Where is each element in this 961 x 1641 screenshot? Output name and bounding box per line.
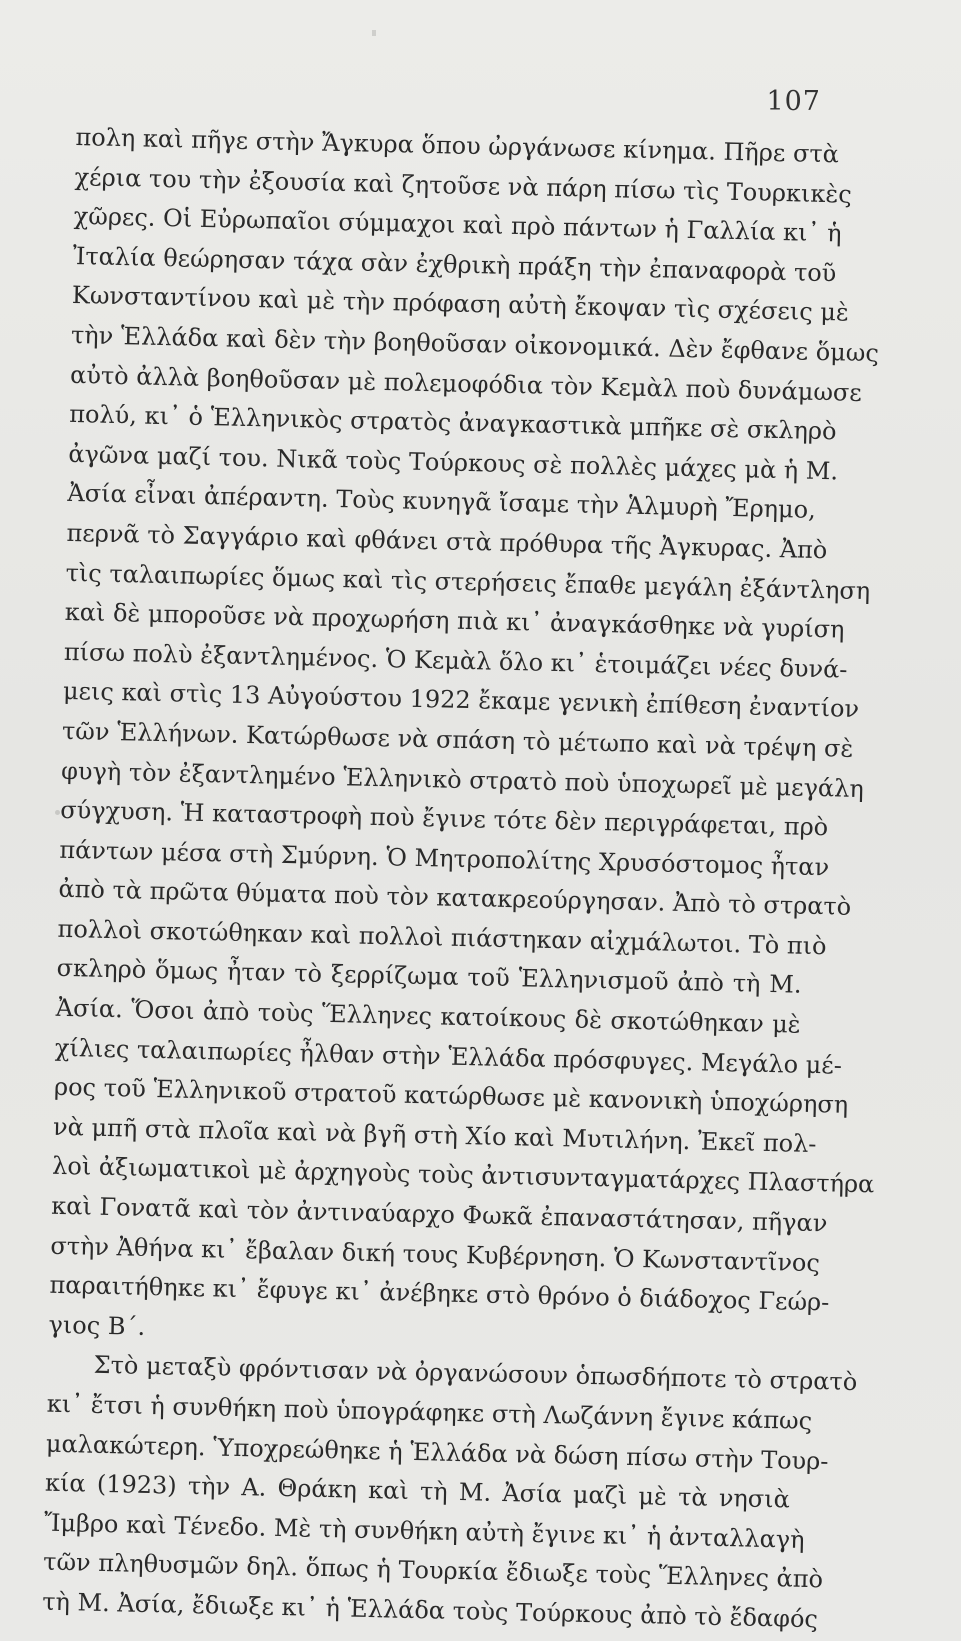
text-line: καὶ Γονατᾶ καὶ τὸν ἀντιναύαρχο Φωκᾶ ἐπαναστάτησαν, πῆγαν xyxy=(50,1191,828,1238)
text-line: ρος τοῦ Ἑλληνικοῦ στρατοῦ κατώρθωσε μὲ κανονικὴ ὑποχώρηση xyxy=(53,1073,849,1120)
text-line: τὴν Ἑλλάδα καὶ δὲν τὴν βοηθοῦσαν οἰκονομικά. Δὲν ἔφθανε ὅμως xyxy=(70,320,880,368)
text-line: Ἀσία. Ὅσοι ἀπὸ τοὺς Ἕλληνες κατοίκους δὲ σκοτώθηκαν μὲ xyxy=(55,993,801,1039)
text-line: σκληρὸ ὅμως ἦταν τὸ ξερρίζωμα τοῦ Ἑλληνισμοῦ ἀπὸ τὴ Μ. xyxy=(56,954,802,1000)
text-line: αὐτὸ ἀλλὰ βοηθοῦσαν μὲ πολεμοφόδια τὸν Κεμὰλ ποὺ δυνάμωσε xyxy=(69,360,863,407)
text-line: μαλακώτερη. Ὑποχρεώθηκε ἡ Ἑλλάδα νὰ δώση πίσω στὴν Τουρ- xyxy=(45,1429,829,1476)
text-line: πολύ, κι᾿ ὁ Ἑλληνικὸς στρατὸς ἀναγκαστικὰ μπῆκε σὲ σκληρὸ xyxy=(68,400,837,446)
text-line: χίλιες ταλαιπωρίες ἦλθαν στὴν Ἑλλάδα πρόσφυγες. Μεγάλο μέ- xyxy=(54,1033,843,1080)
text-line: τῶν Ἑλλήνων. Κατώρθωσε νὰ σπάση τὸ μέτωπο καὶ νὰ τρέψη σὲ xyxy=(61,716,854,763)
text-line: περνᾶ τὸ Σαγγάριο καὶ φθάνει στὰ πρόθυρα τῆς Ἀγκυρας. Ἀπὸ xyxy=(66,518,828,565)
text-line: Ἀσία εἶναι ἀπέραντη. Τοὺς κυνηγᾶ ἴσαμε τὴν Ἁλμυρὴ Ἔρημο, xyxy=(67,479,817,525)
text-line: μεις καὶ στὶς 13 Αὐγούστου 1922 ἔκαμε γενικὴ ἐπίθεση ἐναντίον xyxy=(62,677,860,724)
text-line: κία (1923) τὴν Α. Θράκη καὶ τὴ Μ. Ἀσία μαζὶ μὲ τὰ νησιὰ xyxy=(44,1468,791,1514)
page-number: 107 xyxy=(766,86,821,117)
text-line: καὶ δὲ μποροῦσε νὰ προχωρήση πιὰ κι᾿ ἀναγκάσθηκε νὰ γυρίση xyxy=(64,598,845,644)
text-line: παραιτήθηκε κι᾿ ἔφυγε κι᾿ ἀνέβηκε στὸ θρόνο ὁ διάδοχος Γεώρ- xyxy=(49,1270,830,1317)
text-line: πολη καὶ πῆγε στὴν Ἄγκυρα ὅπου ὠργάνωσε κίνημα. Πῆρε στὰ xyxy=(75,122,840,169)
text-line: νὰ μπῆ στὰ πλοῖα καὶ νὰ βγῆ στὴ Χίο καὶ Μυτιλήνη. Ἐκεῖ πολ- xyxy=(52,1112,817,1158)
text-line: λοὶ ἀξιωματικοὶ μὲ ἀρχηγοὺς τοὺς ἀντισυνταγματάρχες Πλαστήρα xyxy=(51,1152,875,1199)
text-line: Κωνσταντίνου καὶ μὲ τὴν πρόφαση αὐτὴ ἔκοψαν τὶς σχέσεις μὲ xyxy=(71,281,850,327)
text-line: πάντων μέσα στὴ Σμύρνη. Ὁ Μητροπολίτης Χρυσόστομος ἦταν xyxy=(59,835,830,881)
text-line: τὴ Μ. Ἀσία, ἔδιωξε κι᾿ ἡ Ἑλλάδα τοὺς Τούρκους ἀπὸ τὸ ἔδαφός xyxy=(42,1587,819,1634)
text-line: χῶρες. Οἱ Εὐρωπαῖοι σύμμαχοι καὶ πρὸ πάντων ἡ Γαλλία κι᾿ ἡ xyxy=(73,202,842,248)
text-line: χέρια του τὴν ἐξουσία καὶ ζητοῦσε νὰ πάρη πίσω τὶς Τουρκικὲς xyxy=(74,162,853,209)
text-line: πίσω πολὺ ἐξαντλημένος. Ὁ Κεμὰλ ὅλο κι᾿ ἑτοιμάζει νέες δυνά- xyxy=(63,637,848,684)
text-line: ἀπὸ τὰ πρῶτα θύματα ποὺ τὸν κατακρεούργησαν. Ἀπὸ τὸ στρατὸ xyxy=(58,875,852,922)
text-line: φυγὴ τὸν ἐξαντλημένο Ἑλληνικὸ στρατὸ ποὺ ὑποχωρεῖ μὲ μεγάλη xyxy=(60,756,865,803)
body-text xyxy=(42,118,880,1639)
text-line: Στὸ μεταξὺ φρόντισαν νὰ ὀργανώσουν ὁπωσδήποτε τὸ στρατὸ xyxy=(93,1351,858,1397)
text-line: Ἰταλία θεώρησαν τάχα σὰν ἐχθρικὴ πράξη τὴν ἐπαναφορὰ τοῦ xyxy=(72,241,837,288)
text-line: ἀγῶνα μαζί του. Νικᾶ τοὺς Τούρκους σὲ πολλὲς μάχες μὰ ἡ Μ. xyxy=(68,439,839,486)
text-line: τῶν πληθυσμῶν δηλ. ὅπως ἡ Τουρκία ἔδιωξε τοὺς Ἕλληνες ἀπὸ xyxy=(42,1548,824,1594)
text-line: τὶς ταλαιπωρίες ὅμως καὶ τὶς στερήσεις ἔπαθε μεγάλη ἐξάντληση xyxy=(65,558,871,605)
text-line: Ἴμβρο καὶ Τένεδο. Μὲ τὴ συνθήκη αὐτὴ ἔγινε κι᾿ ἡ ἀνταλλαγὴ xyxy=(43,1508,805,1554)
print-mark xyxy=(372,30,376,36)
text-line: πολλοὶ σκοτώθηκαν καὶ πολλοὶ πιάστηκαν αἰχμάλωτοι. Τὸ πιὸ xyxy=(57,914,827,961)
text-line: σύγχυση. Ἡ καταστροφὴ ποὺ ἔγινε τότε δὲν περιγράφεται, πρὸ xyxy=(59,795,829,842)
text-line: κι᾿ ἔτσι ἡ συνθήκη ποὺ ὑπογράφηκε στὴ Λωζάννη ἔγινε κάπως xyxy=(46,1389,813,1436)
text-line: στὴν Ἀθήνα κι᾿ ἔβαλαν δική τους Κυβέρνηση. Ὁ Κωνσταντῖνος xyxy=(50,1231,821,1277)
text-line: γιος Β΄. xyxy=(48,1310,146,1341)
